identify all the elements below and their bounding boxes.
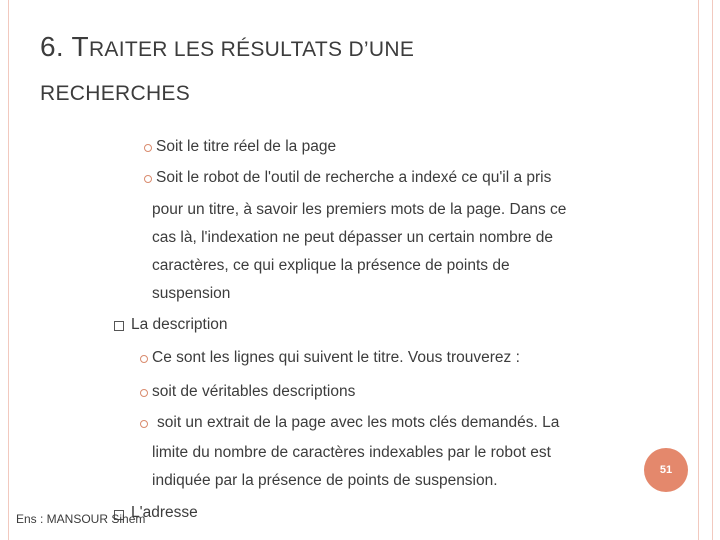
bullet-circle-icon: [140, 389, 148, 397]
footer-author: Ens : MANSOUR Sihem: [16, 512, 146, 526]
bullet-text: soit de véritables descriptions: [152, 383, 356, 400]
frame-right-line-inner: [698, 0, 699, 540]
title-line1-cap: 6. T: [40, 31, 89, 62]
section-label-adresse: L'adresse: [131, 504, 198, 521]
bullet-text-cont: limite du nombre de caractères indexables par le robot est: [152, 444, 551, 461]
bullet-text-cont: suspension: [152, 285, 231, 302]
bullet-text: soit un extrait de la page avec les mots clés demandés. La: [157, 414, 560, 431]
frame-right-line-outer: [712, 0, 713, 540]
bullet-text-cont: pour un titre, à savoir les premiers mots de la page. Dans ce: [152, 201, 567, 218]
bullet-text: Ce sont les lignes qui suivent le titre. Vous trouverez :: [152, 349, 520, 366]
slide-title: [40, 28, 660, 113]
bullet-text: Soit le robot de l'outil de recherche a indexé ce qu'il a pris: [156, 169, 552, 186]
bullet-square-icon: [114, 321, 124, 331]
title-line2: RECHERCHES: [40, 82, 191, 105]
bullet-text: Soit le titre réel de la page: [156, 138, 337, 155]
bullet-circle-icon: [144, 175, 152, 183]
frame-left-line: [8, 0, 9, 540]
bullet-circle-icon: [144, 144, 152, 152]
page-number-badge: 51: [644, 448, 688, 492]
bullet-text-cont: indiquée par la présence de points de suspension.: [152, 472, 498, 489]
bullet-text-cont: caractères, ce qui explique la présence de points de: [152, 257, 510, 274]
title-line1-rest: RAITER LES RÉSULTATS D’UNE: [88, 38, 415, 61]
bullet-text-cont: cas là, l'indexation ne peut dépasser un certain nombre de: [152, 229, 554, 246]
section-label-description: La description: [131, 316, 228, 333]
bullet-circle-icon: [140, 355, 148, 363]
bullet-circle-icon: [140, 420, 148, 428]
